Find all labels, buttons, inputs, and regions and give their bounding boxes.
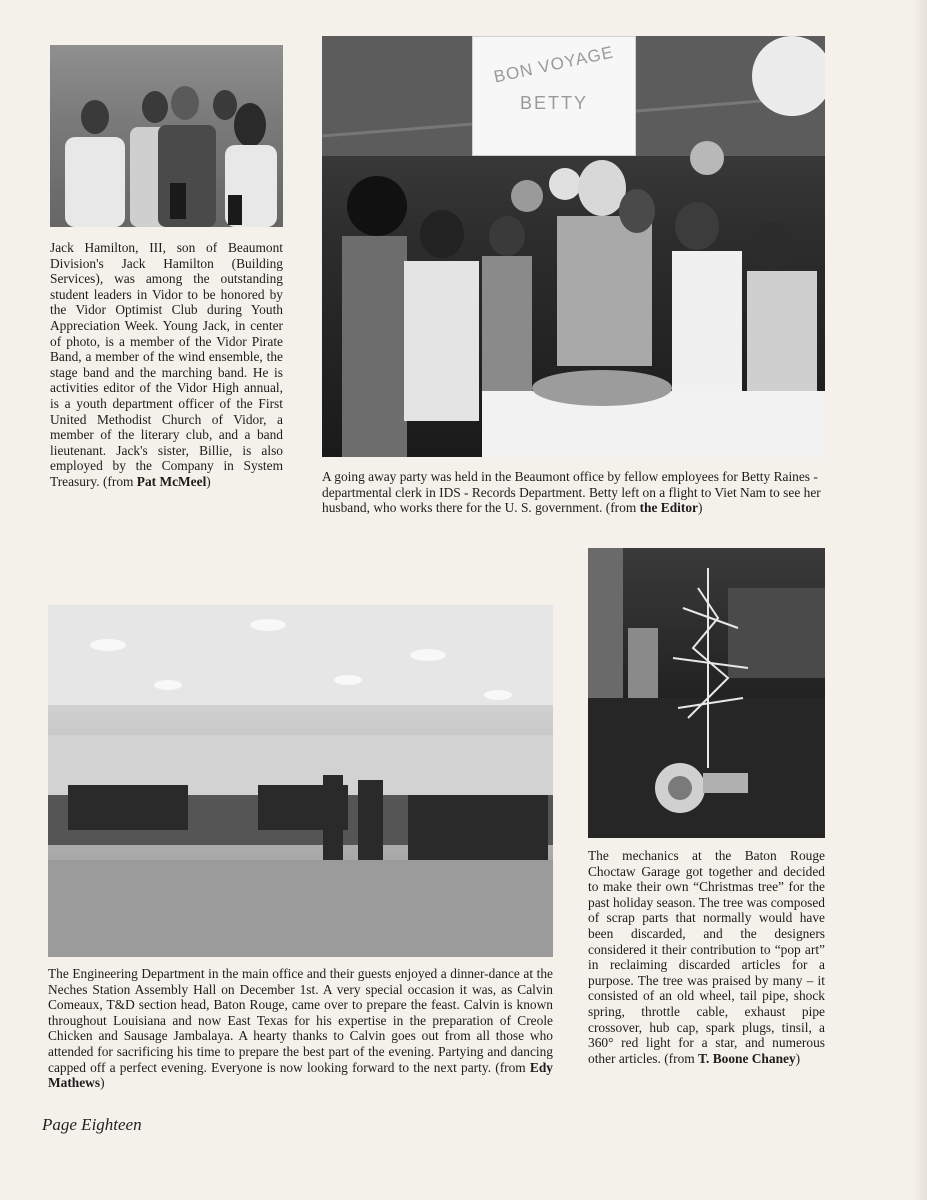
tree-photo <box>588 548 825 838</box>
students-caption: Jack Hamilton, III, son of Beaumont Division's Jack Hamilton (Building Services), was among the outstanding student leaders in Vidor to be honored by the Vidor Optimist Club during Youth Appreciation Week. Young Jack, in center of photo, is a member of the Vidor Pirate Band, a member of the wind ensemble, the stage band and the marching band. He is activities editor of the Vidor High annual, is a youth department officer of the First United Methodist Church of Vidor, a member of the literary club, and a band lieutenant. Jack's sister, Billie, is also employed by the Company in System Treasury. (from Pat McMeel) <box>50 240 283 489</box>
dinner-photo <box>48 605 553 957</box>
students-photo <box>50 45 283 227</box>
party-caption: A going away party was held in the Beaumont office by fellow employees for Betty Raines - departmental clerk in IDS - Records Department. Betty left on a flight to Viet Nam to see her husband, who works there for the U. S. government. (from the Editor) <box>322 469 821 516</box>
dinner-caption: The Engineering Department in the main office and their guests enjoyed a dinner-dance at the Neches Station Assembly Hall on December 1st. A very special occasion it was, as Calvin Comeaux, T&D section head, Baton Rouge, came over to prepare the feast. Calvin is known throughout Louisiana and now East Texas for his expertise in the preparation of Creole Chicken and Sausage Jambalaya. A hearty thanks to Calvin goes out from all those who attended for sacrificing his time to prepare the best part of the evening. Partying and dancing capped off a perfect evening. Everyone is now looking forward to the next party. (from Edy Mathews) <box>48 966 553 1091</box>
dinner-dance-photo-icon <box>48 605 553 957</box>
party-photo <box>322 36 825 457</box>
page-number-label: Page Eighteen <box>42 1115 142 1134</box>
tree-caption: The mechanics at the Baton Rouge Choctaw Garage got together and decided to make their own “Christmas tree” for the past holiday season. The tree was composed of scrap parts that normally would have been discarded, and the designers considered it their contribution to “pop art” in reclaiming discarded articles for a purpose. The tree was praised by many – it consisted of an old wheel, tail pipe, shock spring, throttle cable, exhaust pipe crossover, hub cap, spark plugs, tinsil, a 360° red light for a star, and numerous other articles. (from T. Boone Chaney) <box>588 848 825 1066</box>
bon-voyage-banner <box>472 36 636 156</box>
banner-line-2: BETTY <box>519 93 588 113</box>
group-photo-icon <box>50 45 283 227</box>
banner-line-1: BON VOYAGE <box>492 42 616 87</box>
scrap-tree-photo-icon <box>588 548 825 838</box>
page-edge-shadow <box>913 0 927 1200</box>
